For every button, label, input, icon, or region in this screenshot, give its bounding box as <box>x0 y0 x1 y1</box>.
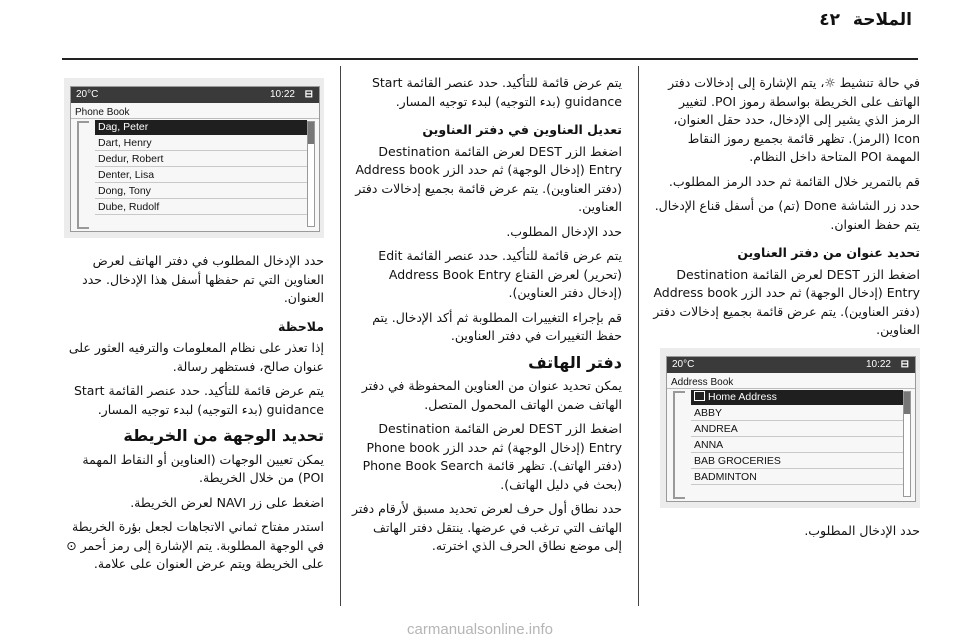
status-bar <box>71 87 319 103</box>
status-bar <box>667 357 915 373</box>
list-item[interactable]: ANNA <box>691 438 903 453</box>
paragraph: استدر مفتاح ثماني الاتجاهات لجعل بؤرة الخريطة في الوجهة المطلوبة. يتم الإشارة إلى رمز أحمر ⊙ على الخريطة ويتم عرض العنوان على علامة. <box>66 519 324 571</box>
column-divider-right <box>638 66 639 606</box>
left-column <box>62 74 324 580</box>
paragraph: حدد زر الشاشة Done (تم) من أسفل قناع الإدخال. يتم حفظ العنوان. <box>654 198 920 232</box>
right-column <box>650 74 920 546</box>
paragraph: اضغط الزر DEST لعرض القائمة Destination Entry (إدخال الوجهة) ثم حدد الزر Address book (دفتر العناوين). يتم عرض قائمة بجميع إدخالات دفتر العناوين. <box>653 266 920 337</box>
note-heading: ملاحظة <box>278 318 324 334</box>
tp-icon: ⊟ <box>304 89 313 100</box>
paragraph: يتم عرض قائمة للتأكيد. حدد عنصر القائمة Start guidance (بدء التوجيه) لبدء توجيه المسار. <box>73 383 324 417</box>
list-item[interactable]: ABBY <box>691 406 903 421</box>
middle-column <box>352 74 622 562</box>
scroll-thumb[interactable] <box>308 122 314 144</box>
address-book-screenshot <box>660 348 920 508</box>
screen-title: Phone Book <box>71 103 319 119</box>
clock: 10:22 <box>865 358 891 370</box>
temperature: 20°C <box>672 358 695 370</box>
header-rule <box>62 58 918 60</box>
page-title: الملاحة <box>852 10 912 30</box>
paragraph: يمكن تحديد عنوان من العناوين المحفوظة في دفتر الهاتف ضمن الهاتف المحمول المتصل. <box>361 378 622 412</box>
paragraph: حدد الإدخال المطلوب. <box>804 522 920 538</box>
paragraph: قم بالتمرير خلال القائمة ثم حدد الرمز المطلوب. <box>668 173 920 189</box>
scrollbar[interactable] <box>307 121 315 227</box>
list-item[interactable]: Dag, Peter <box>95 120 307 135</box>
scrollbar[interactable] <box>903 391 911 497</box>
list-bracket <box>673 391 685 499</box>
tp-icon: ⊟ <box>900 358 909 370</box>
column-divider-left <box>340 66 341 606</box>
screen-title: Address Book <box>667 373 915 389</box>
page-number: ٤٢ <box>819 10 840 30</box>
paragraph: يمكن تعيين الوجهات (العناوين أو النقاط المهمة POI) من خلال الخريطة. <box>82 451 324 485</box>
section-heading: تحديد الوجهة من الخريطة <box>123 426 324 445</box>
list-item[interactable]: BADMINTON <box>691 470 903 485</box>
temperature: 20°C <box>76 89 99 100</box>
paragraph: يتم عرض قائمة للتأكيد. حدد عنصر القائمة Start guidance (بدء التوجيه) لبدء توجيه المسار. <box>371 75 622 109</box>
section-heading: تعديل العناوين في دفتر العناوين <box>422 122 622 137</box>
clock: 10:22 <box>269 89 295 100</box>
home-icon <box>694 391 705 401</box>
list-item[interactable]: Home Address <box>691 390 903 405</box>
screen-display <box>666 356 916 502</box>
list-item[interactable]: Dart, Henry <box>95 136 307 151</box>
screen-display <box>70 86 320 232</box>
scroll-thumb[interactable] <box>904 392 910 414</box>
list-item[interactable]: ANDREA <box>691 422 903 437</box>
section-heading: دفتر الهاتف <box>528 352 622 372</box>
paragraph: حدد الإدخال المطلوب في دفتر الهاتف لعرض العناوين التي تم حفظها أسفل هذا الإدخال. حدد العنوان. <box>82 253 324 305</box>
list-bracket <box>77 121 89 229</box>
section-heading: تحديد عنوان من دفتر العناوين <box>737 245 920 260</box>
phone-book-screenshot <box>64 78 324 238</box>
watermark: carmanualsonline.info <box>407 621 553 638</box>
paragraph: اضغط الزر DEST لعرض القائمة Destination Entry (إدخال الوجهة) ثم حدد الزر Address book (دفتر العناوين). يتم عرض قائمة بجميع إدخالات دفتر العناوين. <box>355 143 622 214</box>
paragraph: اضغط الزر DEST لعرض القائمة Destination Entry (إدخال الوجهة) ثم حدد الزر Phone book (دفتر الهاتف). تظهر قائمة Phone Book Search (بحث في دليل الهاتف). <box>362 421 622 492</box>
paragraph: قم بإجراء التغييرات المطلوبة ثم أكد الإدخال. يتم حفظ التغييرات في دفتر العناوين. <box>372 309 622 343</box>
paragraph: حدد نطاق أول حرف لعرض تحديد مسبق لأرقام دفتر الهاتف التي ترغب في عرضها. ينتقل دفتر الهاتف إلى موضع نطاق الحرف الذي اخترته. <box>352 501 622 553</box>
page-header <box>0 0 960 60</box>
note-text: إذا تعذر على نظام المعلومات والترفيه العثور على عنوان صالح، فستظهر رسالة. <box>68 340 324 374</box>
paragraph: في حالة تنشيط ☼، يتم الإشارة إلى إدخالات دفتر الهاتف على الخريطة بواسطة رموز POI. لتغيير الرمز الذي يشير إلى الإدخال، حدد حقل العنوان، Icon (الرمز). تظهر قائمة بجميع رموز النقاط المهمة POI المتاحة داخل النظام. <box>668 75 920 164</box>
paragraph: اضغط على زر NAVI لعرض الخريطة. <box>130 494 324 510</box>
paragraph: يتم عرض قائمة للتأكيد. حدد عنصر القائمة Edit (تحرير) لعرض القناع Address Book Entry (إدخال دفتر العناوين). <box>378 248 622 300</box>
paragraph: حدد الإدخال المطلوب. <box>506 223 622 239</box>
list-item[interactable]: Dube, Rudolf <box>95 200 307 215</box>
list-item[interactable]: Denter, Lisa <box>95 168 307 183</box>
list-item[interactable]: BAB GROCERIES <box>691 454 903 469</box>
list-item[interactable]: Dedur, Robert <box>95 152 307 167</box>
list-item[interactable]: Dong, Tony <box>95 184 307 199</box>
